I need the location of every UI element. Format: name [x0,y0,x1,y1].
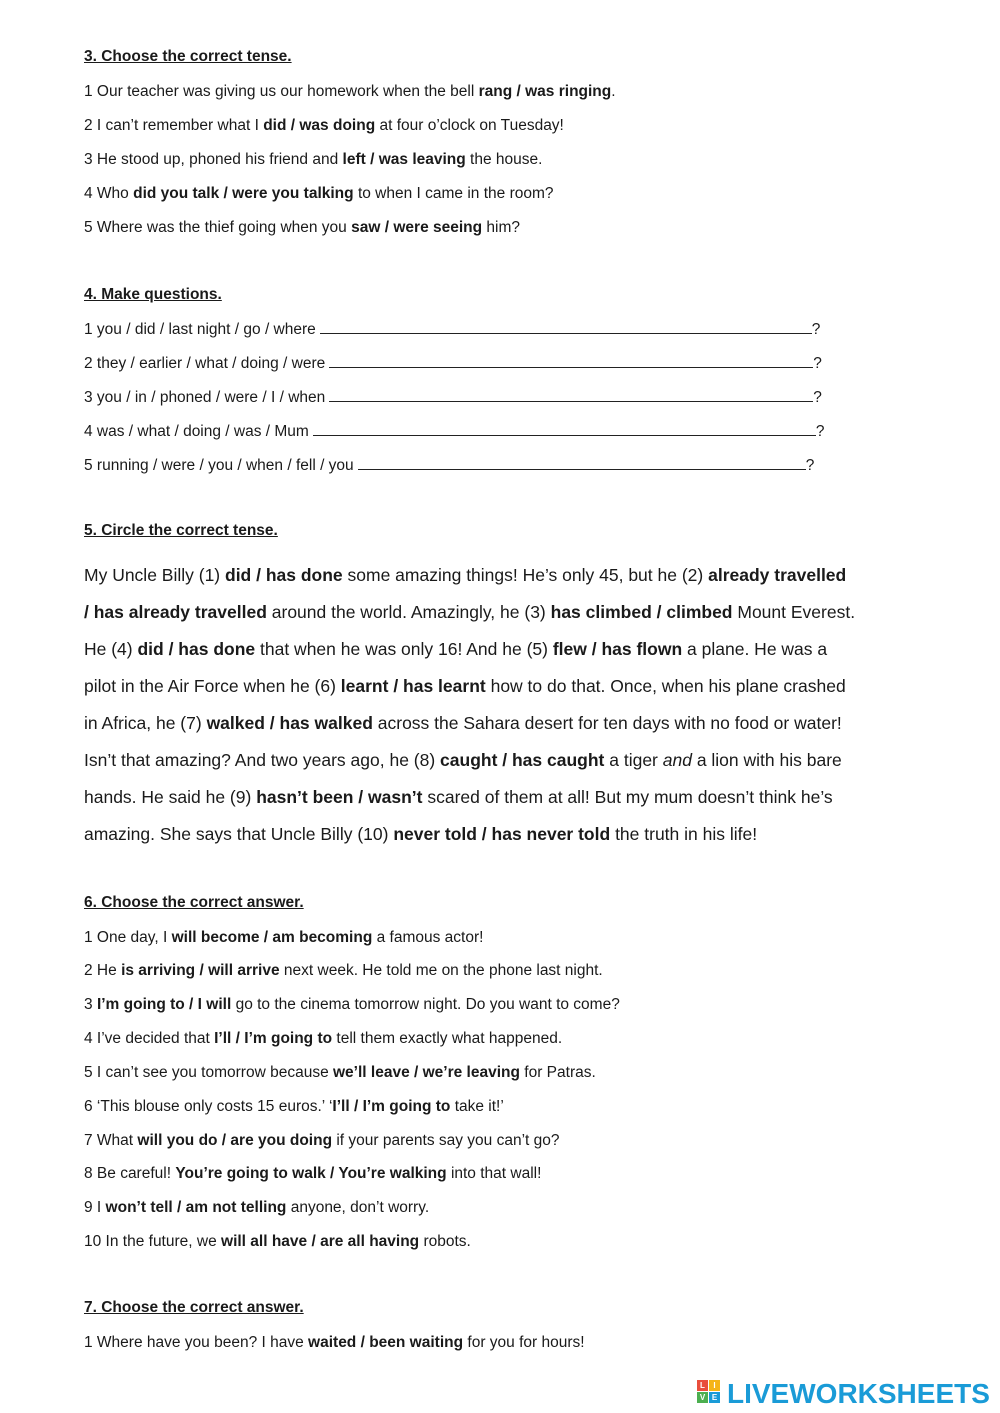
s6-choice[interactable]: won’t tell / am not telling [105,1199,287,1216]
s5-choice[interactable]: never told / has never told [393,824,611,844]
s3-item-4: 4 Who did you talk / were you talking to when I came in the room? [84,185,554,202]
s6-item-5: 5 I can’t see you tomorrow because we’ll leave / we’re leaving for Patras. [84,1064,596,1081]
s3-option-b[interactable]: was leaving [378,151,466,168]
s5-line-1: My Uncle Billy (1) did / has done some amazing things! He’s only 45, but he (2) already travelled [84,565,847,585]
s6-choice[interactable]: You’re going to walk / You’re walking [175,1165,447,1182]
s6-item-7: 7 What will you do / are you doing if your parents say you can’t go? [84,1132,560,1149]
s3-option-a[interactable]: saw [351,219,381,236]
answer-blank[interactable] [313,421,816,436]
s5-choice[interactable]: learnt / has learnt [340,676,486,696]
s5-choice[interactable]: did / has done [225,565,343,585]
section-6-title: 6. Choose the correct answer. [84,894,304,911]
s3-option-a[interactable]: did you talk [133,185,220,202]
s6-choice[interactable]: will you do / are you doing [137,1132,333,1149]
liveworksheets-logo [697,1378,997,1410]
answer-blank[interactable] [320,319,812,334]
s5-choice[interactable]: hasn’t been / wasn’t [256,787,423,807]
s3-item-2: 2 I can’t remember what I did / was doing at four o’clock on Tuesday! [84,117,564,134]
s5-choice[interactable]: flew / has flown [552,639,683,659]
s6-choice[interactable]: I’ll / I’m going to [332,1098,451,1115]
s4-item-4: 4 was / what / doing / was / Mum ? [84,423,825,440]
s4-item-3: 3 you / in / phoned / were / I / when ? [84,389,822,406]
s6-item-8: 8 Be careful! You’re going to walk / You’re walking into that wall! [84,1165,542,1182]
section-7-title: 7. Choose the correct answer. [84,1299,304,1316]
s5-line-3: He (4) did / has done that when he was only 16! And he (5) flew / has flown a plane. He was a [84,639,828,659]
s6-item-10: 10 In the future, we will all have / are all having robots. [84,1233,471,1250]
s3-option-a[interactable]: did [263,117,287,134]
s5-line-5: in Africa, he (7) walked / has walked across the Sahara desert for ten days with no food or water! [84,713,842,733]
s5-choice[interactable]: has climbed / climbed [550,602,733,622]
s5-line-6: Isn’t that amazing? And two years ago, he (8) caught / has caught a tiger and a lion with his bare [84,750,842,770]
s4-item-5: 5 running / were / you / when / fell / you ? [84,457,815,474]
s5-choice[interactable]: caught / has caught [440,750,605,770]
s5-choice[interactable]: did / has done [137,639,256,659]
s5-line-8: amazing. She says that Uncle Billy (10) never told / has never told the truth in his life! [84,824,758,844]
s4-item-1: 1 you / did / last night / go / where ? [84,321,821,338]
s6-item-4: 4 I’ve decided that I’ll / I’m going to tell them exactly what happened. [84,1030,563,1047]
s3-item-3: 3 He stood up, phoned his friend and left / was leaving the house. [84,151,543,168]
section-4-title: 4. Make questions. [84,286,222,303]
s6-choice[interactable]: will all have / are all having [221,1233,420,1250]
s6-choice[interactable]: is arriving / will arrive [121,962,280,979]
s6-item-2: 2 He is arriving / will arrive next week. He told me on the phone last night. [84,962,603,979]
s5-line-2: / has already travelled around the world. Amazingly, he (3) has climbed / climbed Mount Everest. [84,602,856,622]
s6-item-3: 3 I’m going to / I will go to the cinema tomorrow night. Do you want to come? [84,996,620,1013]
answer-blank[interactable] [358,455,806,470]
s7-item-1: 1 Where have you been? I have waited / been waiting for you for hours! [84,1334,585,1351]
s3-item-1: 1 Our teacher was giving us our homework when the bell rang / was ringing. [84,83,616,100]
s7-choice[interactable]: waited / been waiting [308,1334,464,1351]
section-3-title: 3. Choose the correct tense. [84,48,292,65]
section-5-title: 5. Circle the correct tense. [84,522,278,539]
s5-choice[interactable]: / has already travelled [84,602,267,622]
s3-option-b[interactable]: was ringing [525,83,612,100]
s6-choice[interactable]: I’m going to / I will [96,996,232,1013]
s6-item-6: 6 ‘This blouse only costs 15 euros.’ ‘I’ll / I’m going to take it!’ [84,1098,504,1115]
s3-option-b[interactable]: were seeing [393,219,483,236]
s3-option-b[interactable]: was doing [299,117,376,134]
s3-item-5: 5 Where was the thief going when you saw / were seeing him? [84,219,521,236]
s5-line-7: hands. He said he (9) hasn’t been / wasn’t scared of them at all! But my mum doesn’t think he’s [84,787,833,807]
answer-blank[interactable] [329,387,813,402]
s6-choice[interactable]: we’ll leave / we’re leaving [333,1064,520,1081]
s6-item-1: 1 One day, I will become / am becoming a famous actor! [84,929,484,946]
s5-choice[interactable]: already travelled [708,565,847,585]
s4-item-2: 2 they / earlier / what / doing / were ? [84,355,822,372]
logo-cube-icon: L I V E [697,1380,721,1404]
s6-choice[interactable]: I’ll / I’m going to [214,1030,333,1047]
s3-option-b[interactable]: were you talking [232,185,354,202]
s3-option-a[interactable]: left [342,151,366,168]
brand-name: LIVEWORKSHEETS [727,1378,990,1409]
s6-item-9: 9 I won’t tell / am not telling anyone, don’t worry. [84,1199,430,1216]
s6-choice[interactable]: will become / am becoming [171,929,373,946]
s5-choice[interactable]: walked / has walked [206,713,373,733]
answer-blank[interactable] [329,353,813,368]
s5-line-4: pilot in the Air Force when he (6) learnt / has learnt how to do that. Once, when his plane crashed [84,676,846,696]
s3-option-a[interactable]: rang [478,83,513,100]
